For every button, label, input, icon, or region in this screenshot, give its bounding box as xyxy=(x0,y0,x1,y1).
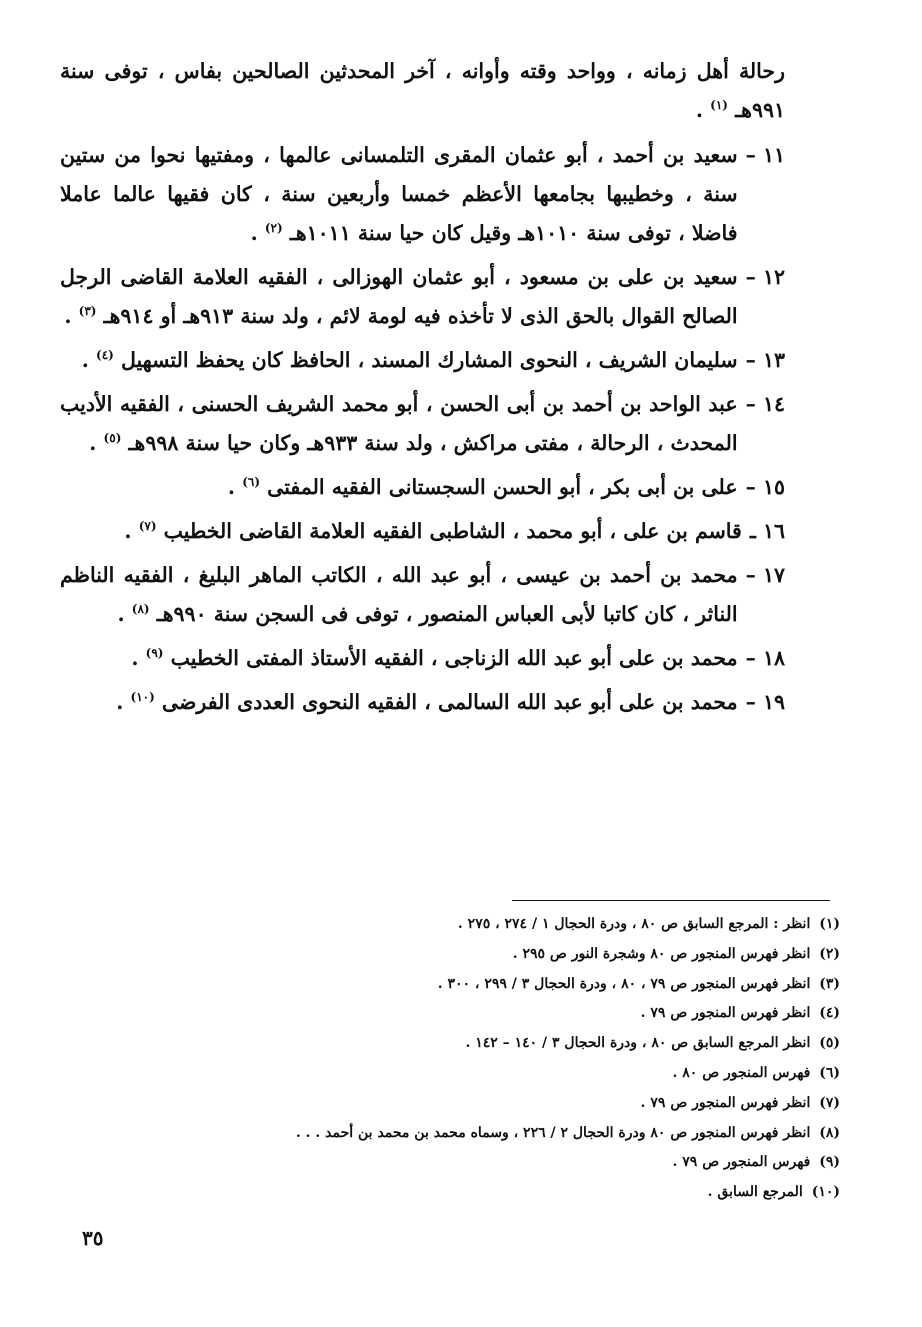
biography-entry xyxy=(60,512,785,551)
biography-entry xyxy=(60,683,785,722)
footnote-text: فهرس المنجور ص ٨٠ . xyxy=(672,1064,811,1081)
entry-body: سعيد بن على بن مسعود ، أبو عثمان الهوزالى ، الفقيه العلامة القاضى الرجل الصالح القوال بالحق الذى لا تأخذه فيه لومة لائم ، ولد سنة ٩١٣هـ أو ٩١٤هـ xyxy=(60,265,738,328)
entry-text xyxy=(60,683,738,722)
entry-text xyxy=(60,512,742,551)
entry-number: ١٣ – xyxy=(745,348,785,372)
footnote-ref: (٥) xyxy=(103,431,122,446)
entry-body: سليمان الشريف ، النحوى المشارك المسند ، الحافظ كان يحفظ التسهيل xyxy=(120,348,738,372)
entry-end: . xyxy=(117,602,125,626)
footnote-ref: (٦) xyxy=(242,475,261,490)
entry-text xyxy=(60,556,738,634)
footnote-number: (٨) xyxy=(819,1124,840,1141)
entry-body: قاسم بن على ، أبو محمد ، الشاطبى الفقيه العلامة القاضى الخطيب xyxy=(163,519,742,543)
footnote-ref: (١) xyxy=(710,98,728,113)
footnote-ref: (٣) xyxy=(78,304,97,319)
entry-body: عبد الواحد بن أحمد بن أبى الحسن ، أبو محمد الشريف الحسنى ، الفقيه الأديب المحدث ، الرحالة ، مفتى مراكش ، ولد سنة ٩٣٣هـ وكان حيا سنة ٩٩٨هـ xyxy=(60,392,738,455)
footnote-ref: (٢) xyxy=(264,221,283,236)
entry-number: ١٢ – xyxy=(745,265,785,289)
footnote-text: انظر فهرس المنجور ص ٧٩ ، ٨٠ ، ودرة الحجال ٣ / ٢٩٩ ، ٣٠٠ . xyxy=(437,975,811,992)
footnote-text: فهرس المنجور ص ٧٩ . xyxy=(672,1154,811,1171)
entry-body: سعيد بن أحمد ، أبو عثمان المقرى التلمسانى عالمها ، ومفتيها نحوا من ستين سنة ، وخطيبها بجامعها الأعظم خمسا وأربعين سنة ، كان فقيها عالما عاملا فاضلا ، توفى سنة ١٠١٠هـ وقيل كان حيا سنة ١٠١١هـ xyxy=(60,143,738,245)
footnote-number: (٢) xyxy=(819,945,840,962)
entry-text xyxy=(60,341,738,380)
footnote-divider xyxy=(512,900,830,901)
entry-number: ١٤ – xyxy=(745,392,785,416)
entry-text xyxy=(60,136,738,253)
page-body xyxy=(60,52,785,727)
footnote-number: (٤) xyxy=(819,1005,840,1022)
biography-entry xyxy=(60,556,785,634)
footnote xyxy=(150,1059,840,1089)
footnote-text: انظر فهرس المنجور ص ٧٩ . xyxy=(640,1094,811,1111)
footnote-ref: (٨) xyxy=(131,602,150,617)
entry-end: . xyxy=(89,431,97,455)
biography-entry xyxy=(60,341,785,380)
biography-entry xyxy=(60,258,785,336)
footnote xyxy=(150,910,840,940)
entry-end: . xyxy=(64,304,72,328)
footnote-number: (٧) xyxy=(819,1094,840,1111)
footnote xyxy=(150,1089,840,1119)
biography-entry xyxy=(60,468,785,507)
footnote-text: انظر المرجع السابق ص ٨٠ ، ودرة الحجال ٣ / ١٤٠ – ١٤٢ . xyxy=(465,1035,811,1052)
intro-text: رحالة أهل زمانه ، وواحد وقته وأوانه ، آخر المحدثين الصالحين بفاس ، توفى سنة ٩٩١هـ xyxy=(60,59,785,122)
intro-paragraph xyxy=(60,52,785,130)
footnote xyxy=(150,1148,840,1178)
footnote-text: انظر فهرس المنجور ص ٧٩ . xyxy=(640,1005,811,1022)
footnote-text: انظر فهرس المنجور ص ٨٠ وشجرة النور ص ٢٩٥ . xyxy=(512,945,811,962)
footnote-number: (١) xyxy=(819,916,840,932)
footnote-number: (٥) xyxy=(819,1035,840,1052)
entry-end: . xyxy=(131,646,139,670)
footnote-number: (٩) xyxy=(819,1154,840,1171)
footnote-text: انظر فهرس المنجور ص ٨٠ ودرة الحجال ٢ / ٢٢٦ ، وسماه محمد بن محمد بن أحمد . . . xyxy=(295,1124,811,1141)
entry-number: ١١ – xyxy=(745,143,785,167)
footnote-text: المرجع السابق . xyxy=(707,1184,803,1201)
entry-body: محمد بن على أبو عبد الله السالمى ، الفقيه النحوى العددى الفرضى xyxy=(161,690,738,714)
footnote-ref: (١٠) xyxy=(130,690,155,705)
biography-entry xyxy=(60,385,785,463)
footnote-ref: (٧) xyxy=(138,519,157,534)
entry-text xyxy=(60,639,738,678)
entry-text xyxy=(60,385,738,463)
entry-end: . xyxy=(81,348,89,372)
page-number: ٣٥ xyxy=(82,1226,104,1250)
entry-number: ١٧ – xyxy=(745,563,785,587)
footnote-text: انظر : المرجع السابق ص ٨٠ ، ودرة الحجال ١ / ٢٧٤ ، ٢٧٥ . xyxy=(457,916,811,932)
entry-number: ١٩ – xyxy=(745,690,785,714)
footnote-number: (١٠) xyxy=(811,1184,840,1201)
footnote xyxy=(150,970,840,1000)
biography-entry xyxy=(60,639,785,678)
footnote xyxy=(150,940,840,970)
entry-number: ١٥ – xyxy=(745,475,785,499)
entry-text xyxy=(60,468,738,507)
entry-end: . xyxy=(116,690,124,714)
entry-number: ١٦ ـ xyxy=(749,519,785,543)
entry-body: على بن أبى بكر ، أبو الحسن السجستانى الفقيه المفتى xyxy=(267,475,738,499)
biography-entry xyxy=(60,136,785,253)
footnote xyxy=(150,1029,840,1059)
intro-end: . xyxy=(695,98,704,122)
entry-body: محمد بن على أبو عبد الله الزناجى ، الفقيه الأستاذ المفتى الخطيب xyxy=(170,646,738,670)
footnote xyxy=(150,1178,840,1208)
footnote-number: (٦) xyxy=(819,1064,840,1081)
entry-text xyxy=(60,258,738,336)
footnote-number: (٣) xyxy=(819,975,840,992)
footnote xyxy=(150,1119,840,1149)
footnotes xyxy=(150,910,840,1208)
entry-body: محمد بن أحمد بن عيسى ، أبو عبد الله ، الكاتب الماهر البليغ ، الفقيه الناظم الناثر ، كان كاتبا لأبى العباس المنصور ، توفى فى السجن سنة ٩٩٠هـ xyxy=(60,563,738,626)
footnote xyxy=(150,999,840,1029)
entry-end: . xyxy=(250,221,258,245)
entry-end: . xyxy=(227,475,236,499)
footnote-ref: (٩) xyxy=(145,646,164,661)
footnote-ref: (٤) xyxy=(96,348,114,363)
entry-number: ١٨ – xyxy=(745,646,785,670)
entry-end: . xyxy=(124,519,132,543)
